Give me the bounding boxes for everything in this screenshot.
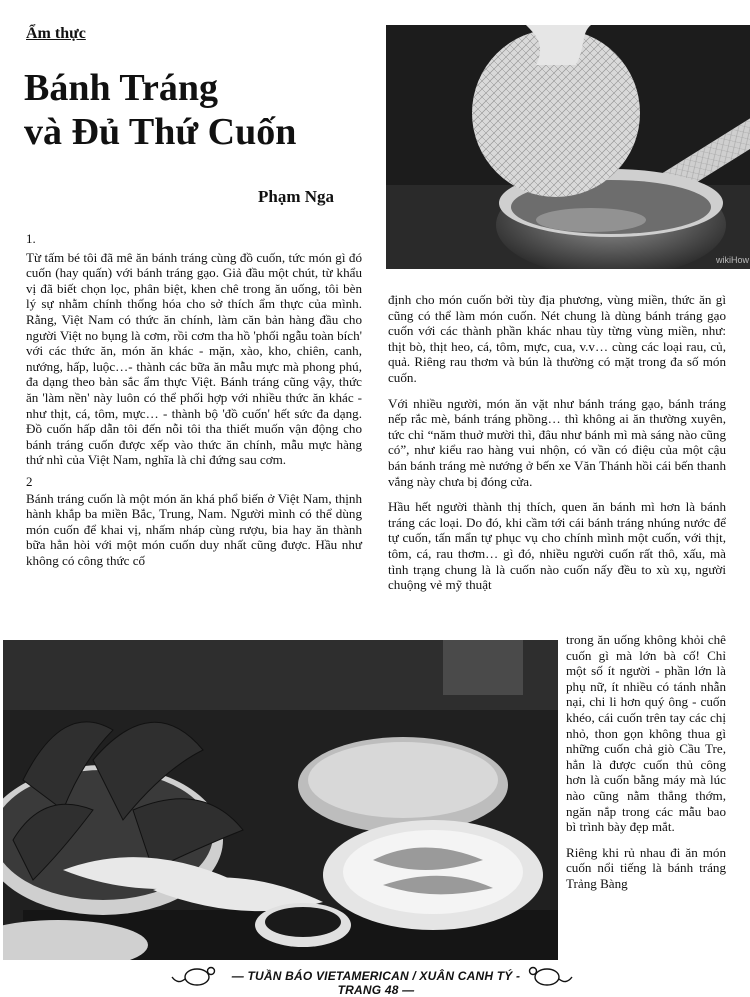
rice-paper-photo bbox=[386, 25, 750, 269]
section-number-2: 2 bbox=[26, 473, 33, 489]
title-line-1: Bánh Tráng bbox=[24, 67, 218, 109]
paragraph-5: Hầu hết người thành thị thích, quen ăn bánh mì hơn là bánh tráng các loại. Do đó, khi cầm tới cái bánh tráng nhúng nước để tự cuốn, tấn mẩn tự phục vụ cho chính mình một cuốn, với thịt, tôm, cá, rau thơm… gì đó, nhiều người cuốn rất thô, xấu, mà tình trạng chung là là cuốn nào cuốn nấy đều to xù xụ, người chuộng vẻ mỹ thuật bbox=[388, 499, 726, 593]
title-line-2: và Đủ Thứ Cuốn bbox=[24, 111, 297, 153]
rice-paper-illustration bbox=[386, 25, 750, 269]
author-byline: Phạm Nga bbox=[258, 187, 335, 206]
column-right bbox=[388, 292, 726, 593]
column-narrow bbox=[566, 632, 726, 892]
section-label: Ẩm thực bbox=[26, 25, 86, 42]
footer-text: — TUẦN BÁO VIETAMERICAN / XUÂN CANH TÝ - TRANG 48 — bbox=[231, 969, 521, 997]
section-number-1: 1. bbox=[26, 231, 36, 246]
paragraph-6: trong ăn uống không khỏi chê cuốn gì mà lớn bà cố! Chỉ một số ít người - phần lớn là phụ nữ, ít nhiều có tánh nhẫn nại, chi li hơn quý ông - cuốn khéo, cái cuốn trên tay các chị nhỏ, thon gọn không thua gì những cuốn chả giò Cầu Tre, hẳn là được cuốn thủ công hơn là cuốn bằng máy mà lúc nào cũng nằm thẳng thớm, ngăn nắp trong các mẫu bao bì trình bày đẹp mắt. bbox=[566, 632, 726, 835]
paragraph-3: định cho món cuốn bởi tùy địa phương, vùng miền, thức ăn gì cũng có thể làm món cuốn. Nét chung là dùng bánh tráng gạo cuốn với các thành phần khác nhau tùy từng vùng miền, như: thịt bò, thịt heo, cá, tôm, mực, cua, v.v… cùng các loại rau, củ, quả. Riêng rau thơm và bún là thường có mặt trong đa số món cuốn. bbox=[388, 292, 726, 385]
paragraph-7: Riêng khi rủ nhau đi ăn món cuốn nổi tiếng là bánh tráng Trảng Bàng bbox=[566, 844, 726, 891]
paragraph-2: Bánh tráng cuốn là một món ăn khá phổ biến ở Việt Nam, thịnh hành khắp ba miền Bắc, Trung, Nam. Người mình có thể dùng món cuốn để khai vị, nhấm nháp cùng rượu, bia hay ăn thành bữa hẳn hòi với một món cuốn duy nhất cũng được. Hầu như không có công thức cố bbox=[26, 490, 362, 568]
column-left bbox=[26, 231, 362, 578]
article-title bbox=[24, 66, 384, 154]
food-platter-photo bbox=[3, 640, 558, 960]
food-platter-illustration bbox=[3, 640, 558, 960]
paragraph-1: Từ tấm bé tôi đã mê ăn bánh tráng cùng đồ cuốn, tức món gì đó cuốn (hay quấn) với bánh tráng gạo. Giả đầu một chút, từ khẩu vị đã biết chọn lọc, phân biệt, khen chê trong ăn uống, tôi bèn lý sự nhằm chính thống hóa cho sở thích ẩm thực của mình. Rằng, Việt Nam có thức ăn chính, làm căn bản hàng đầu cho người Việt no bụng là cơm, rồi cơm tha hồ 'phối ngẫu toàn bích' với các thức ăn, món ăn khác - mặn, xào, kho, chiên, canh, nướng, hấp, luộc…- thành các bữa ăn mẫu mực mà phong phú, đa dạng theo bản sắc ẩm thực Việt. Bánh tráng cũng vậy, thức ăn 'làm nền' này luôn có thể phối hợp với nhiều thức ăn khác - như thịt, cá, tôm, mực… - thành bộ 'đồ cuốn' hết sức đa dạng. Đồ cuốn hấp dẫn tôi đến nỗi tôi tha thiết muốn vận động cho bánh tráng cuốn được xếp vào thức ăn chính, mẫu mực hàng thứ nhì của Việt Nam, nghĩa là chỉ đứng sau cơm. bbox=[26, 249, 362, 468]
watermark-text: wikiHow bbox=[716, 255, 750, 265]
paragraph-4: Với nhiều người, món ăn vặt như bánh tráng gạo, bánh tráng nếp rắc mè, bánh tráng phồng… thì không ai ăn thường xuyên, tức chỉ “năm thuở mười thì, đâu như bánh mì mà sáng nào cũng có”, như kiểu rao hàng vui nhộn, có vần có điệu của một cậu bán bánh tráng mè nướng ở bến xe Văn Thánh hồi cái bến thanh vắng này chưa bị đóng cửa. bbox=[388, 395, 726, 489]
